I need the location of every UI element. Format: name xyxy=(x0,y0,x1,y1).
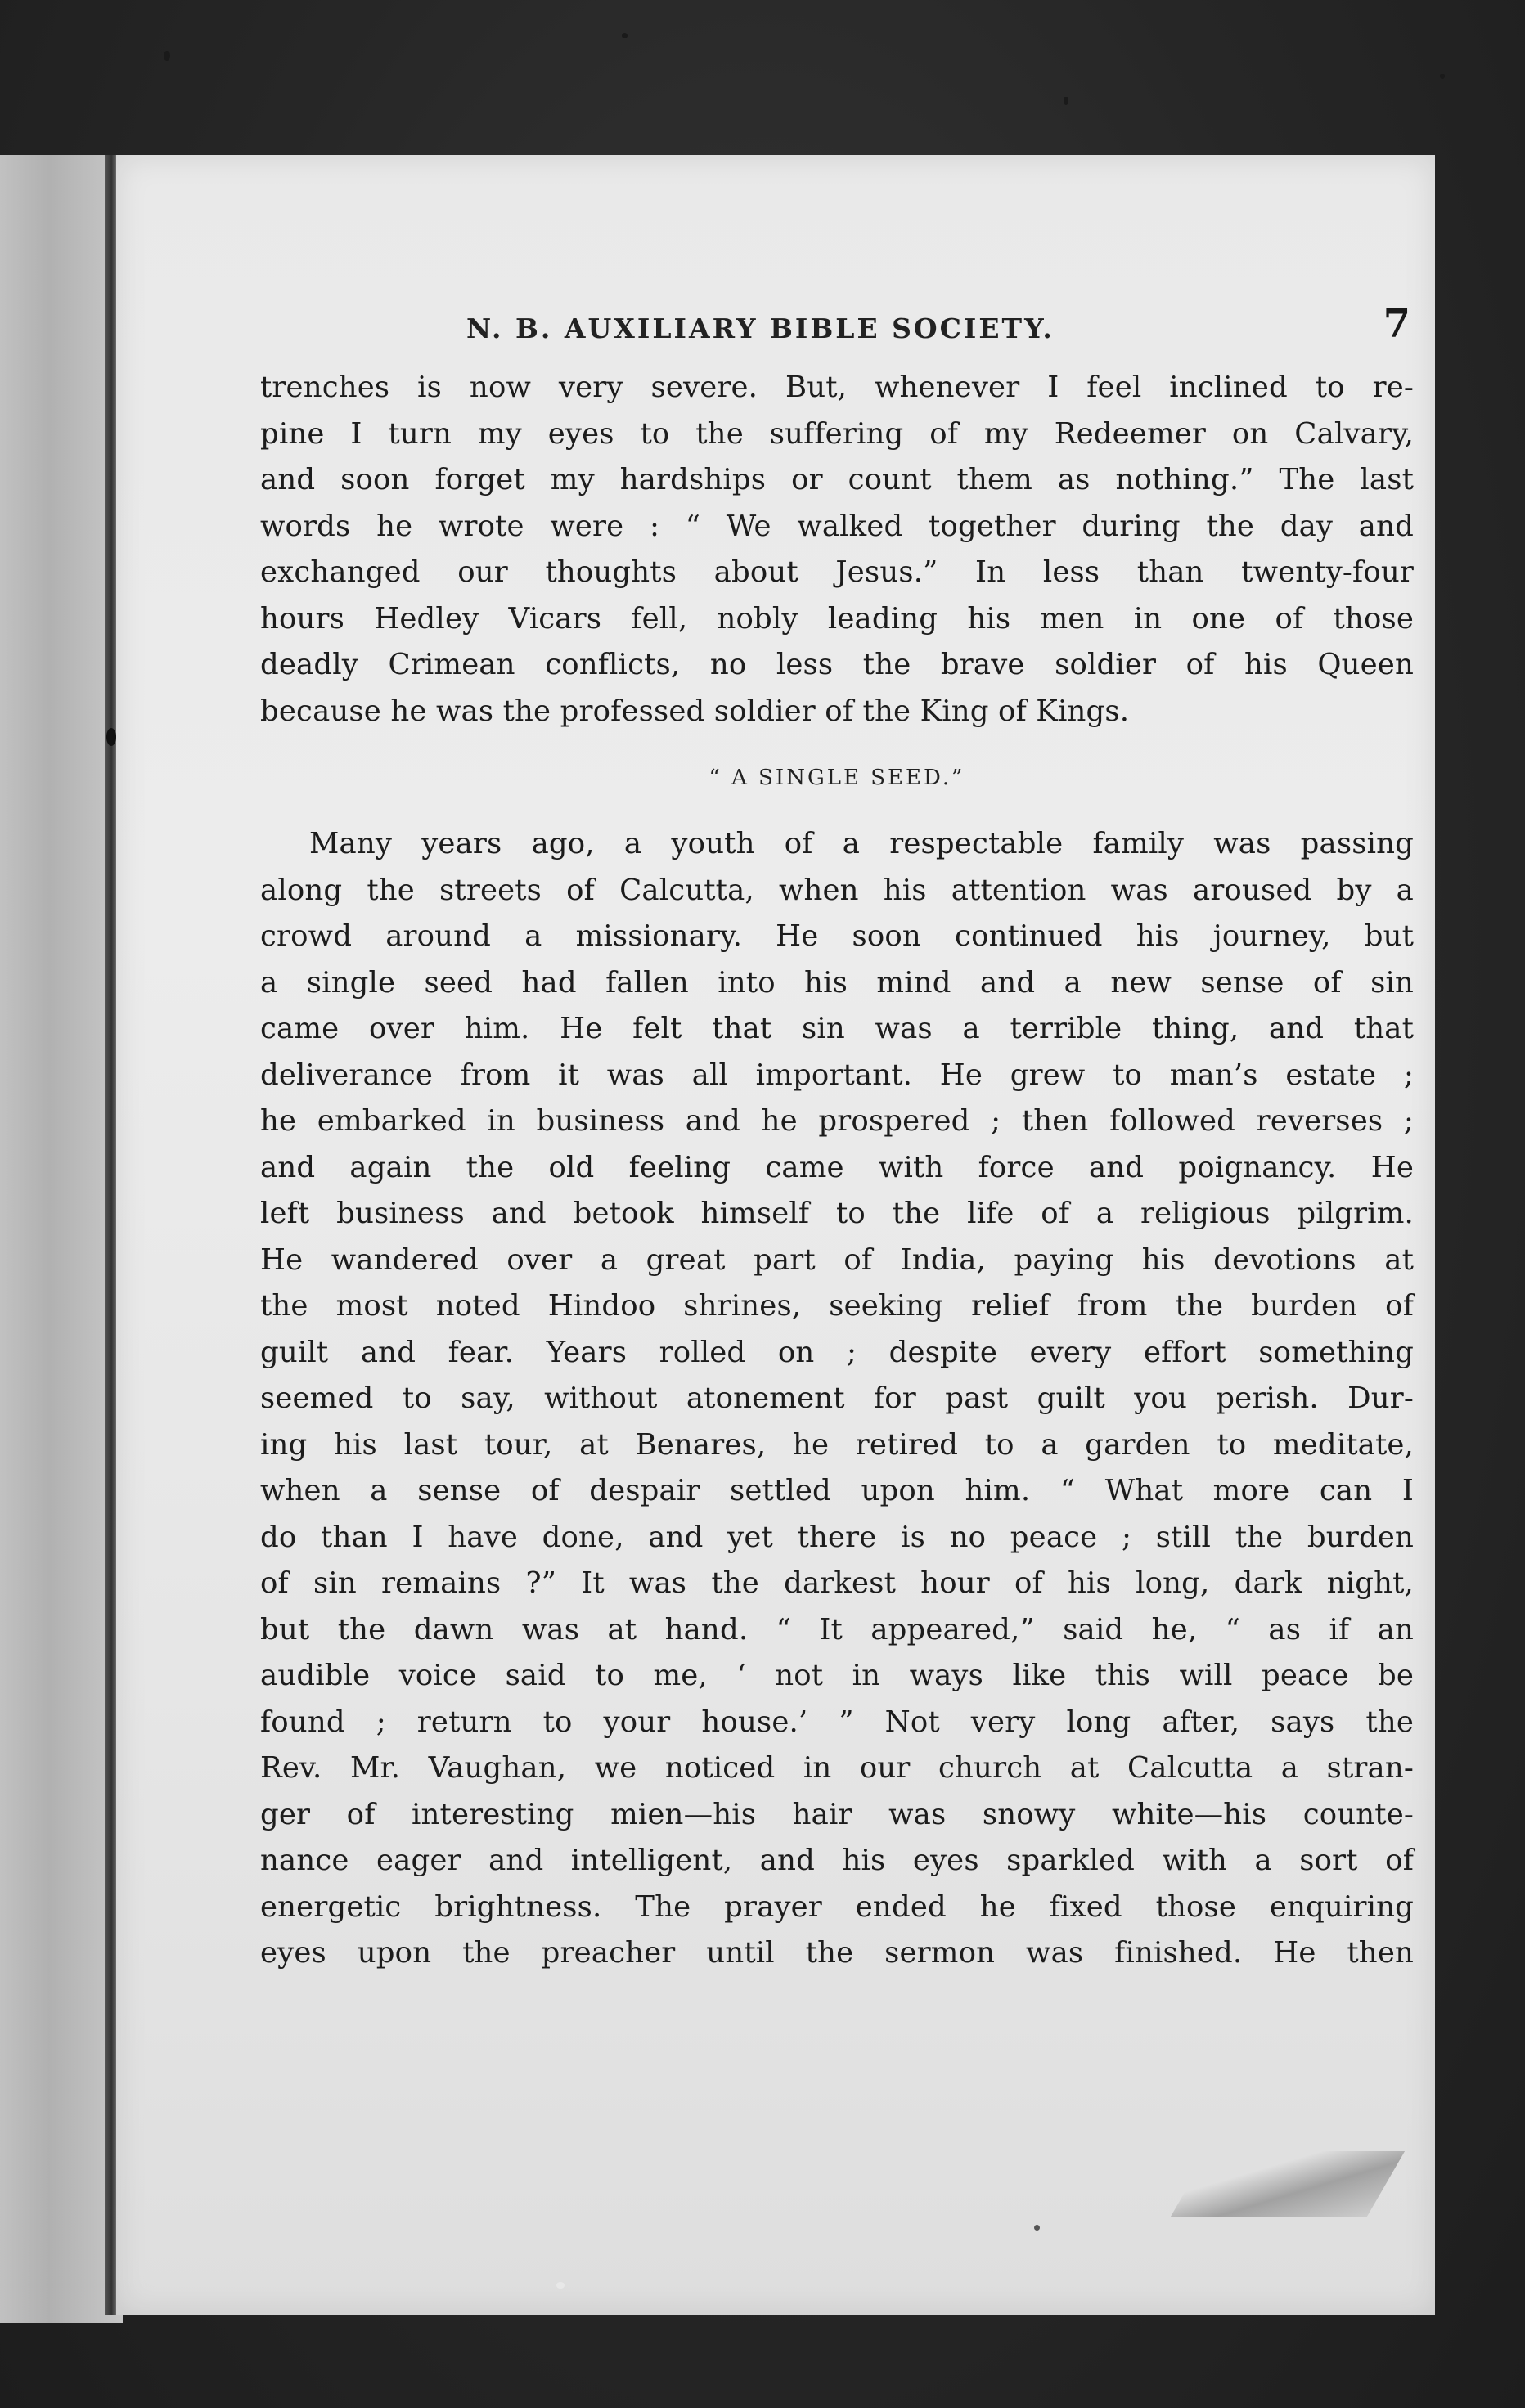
text-line: seemed to say, without atonement for past guilt you perish. Dur- xyxy=(260,1381,1414,1415)
text-line: energetic brightness. The prayer ended he fixed those enquiring xyxy=(260,1889,1414,1924)
running-head-title: N. B. AUXILIARY BIBLE SOCIETY. xyxy=(466,312,1055,344)
text-line: hours Hedley Vicars fell, nobly leading his men in one of those xyxy=(260,601,1414,636)
text-line: exchanged our thoughts about Jesus.” In less than twenty-four xyxy=(260,555,1414,589)
text-line: but the dawn was at hand. “ It appeared,” said he, “ as if an xyxy=(260,1612,1414,1647)
binding-gutter xyxy=(105,155,116,2315)
text-line: along the streets of Calcutta, when his attention was aroused by a xyxy=(260,873,1414,907)
text-line: crowd around a missionary. He soon continued his journey, but xyxy=(260,919,1414,953)
text-line: and soon forget my hardships or count them as nothing.” The last xyxy=(260,463,1414,496)
text-line: guilt and fear. Years rolled on ; despite every effort something xyxy=(260,1335,1414,1369)
text-line: do than I have done, and yet there is no peace ; still the burden xyxy=(260,1520,1414,1554)
dust-speck xyxy=(556,2282,565,2289)
book-page xyxy=(116,155,1435,2315)
text-line: ing his last tour, at Benares, he retired to a garden to meditate, xyxy=(260,1427,1414,1462)
text-line: Rev. Mr. Vaughan, we noticed in our church at Calcutta a stran- xyxy=(260,1751,1414,1785)
dust-speck xyxy=(164,51,170,61)
text-line: He wandered over a great part of India, paying his devotions at xyxy=(260,1242,1414,1277)
text-line: audible voice said to me, ‘ not in ways like this will peace be xyxy=(260,1659,1414,1692)
text-line: and again the old feeling came with force and poignancy. He xyxy=(260,1150,1414,1184)
text-line: he embarked in business and he prospered ; then followed reverses ; xyxy=(260,1104,1414,1138)
text-line: when a sense of despair settled upon him. “ What more can I xyxy=(260,1474,1414,1507)
text-line: found ; return to your house.’ ” Not very long after, says the xyxy=(260,1705,1414,1739)
paragraph-hedley-vicars xyxy=(260,365,1414,735)
text-line: nance eager and intelligent, and his eyes sparkled with a sort of xyxy=(260,1844,1414,1877)
text-line: pine I turn my eyes to the suffering of my Redeemer on Calvary, xyxy=(260,416,1414,451)
text-line: deadly Crimean conflicts, no less the brave soldier of his Queen xyxy=(260,648,1414,681)
text-line: words he wrote were : “ We walked together during the day and xyxy=(260,509,1414,543)
section-heading: “ A SINGLE SEED.” xyxy=(709,766,965,790)
text-line: ger of interesting mien—his hair was snowy white—his counte- xyxy=(260,1797,1414,1831)
dust-speck xyxy=(1440,74,1445,79)
page-corner-fold xyxy=(1171,2151,1405,2217)
text-line: because he was the professed soldier of the King of Kings. xyxy=(260,694,1130,728)
running-head xyxy=(260,301,1414,358)
text-line: deliverance from it was all important. He grew to man’s estate ; xyxy=(260,1058,1414,1092)
text-line: eyes upon the preacher until the sermon was finished. He then xyxy=(260,1936,1414,1970)
text-line: left business and betook himself to the life of a religious pilgrim. xyxy=(260,1197,1414,1230)
text-line: the most noted Hindoo shrines, seeking relief from the burden of xyxy=(260,1289,1414,1323)
dust-speck xyxy=(1064,97,1068,105)
text-line: came over him. He felt that sin was a terrible thing, and that xyxy=(260,1012,1414,1045)
page-number: 7 xyxy=(1383,301,1410,347)
dust-speck xyxy=(106,728,116,746)
text-line: of sin remains ?” It was the darkest hour of his long, dark night, xyxy=(260,1566,1414,1600)
text-line: a single seed had fallen into his mind and a new sense of sin xyxy=(260,965,1414,1000)
page-text-block xyxy=(260,301,1414,1977)
paragraph-single-seed xyxy=(260,821,1414,1977)
text-line: Many years ago, a youth of a respectable family was passing xyxy=(309,827,1414,860)
dust-speck xyxy=(1034,2225,1040,2231)
text-line: trenches is now very severe. But, whenever I feel inclined to re- xyxy=(260,371,1414,404)
dust-speck xyxy=(622,33,628,38)
